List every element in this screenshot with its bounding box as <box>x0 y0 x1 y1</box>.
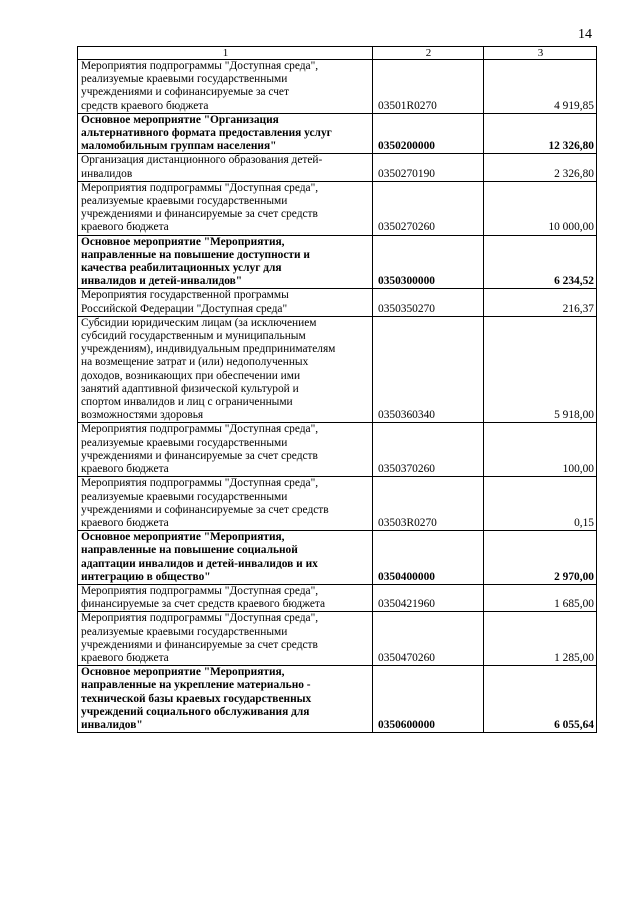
description-line: краевого бюджета <box>81 651 169 664</box>
description-line: Мероприятия подпрограммы "Доступная среда", <box>81 584 319 597</box>
description-line: реализуемые краевыми государственными <box>81 73 288 86</box>
code-cell <box>373 612 484 666</box>
code-text: 03501R0270 <box>378 99 437 112</box>
description-line: возможностями здоровья <box>81 409 204 422</box>
table-row <box>78 531 597 585</box>
code-cell <box>373 477 484 531</box>
amount-cell <box>484 316 597 423</box>
description-cell <box>78 423 373 477</box>
description-line: Основное мероприятие "Мероприятия, <box>81 531 285 544</box>
description-line: реализуемые краевыми государственными <box>81 436 288 449</box>
description-line: Субсидии юридическим лицам (за исключением <box>81 316 317 329</box>
amount-text: 216,37 <box>562 302 594 315</box>
description-line: реализуемые краевыми государственными <box>81 625 288 638</box>
description-line: занятий адаптивной физической культурой и <box>81 382 299 395</box>
description-cell <box>78 289 373 316</box>
code-cell <box>373 423 484 477</box>
table-row <box>78 477 597 531</box>
description-line: на возмещение затрат и (или) недополученных <box>81 356 309 369</box>
description-line: учреждениям), индивидуальным предпринимателям <box>81 343 336 356</box>
amount-text: 6 055,64 <box>554 718 594 731</box>
description-cell <box>78 60 373 114</box>
description-cell <box>78 531 373 585</box>
description-line: инвалидов и детей-инвалидов" <box>81 275 243 288</box>
amount-text: 12 326,80 <box>548 140 594 153</box>
code-text: 0350400000 <box>378 570 435 583</box>
code-cell <box>373 113 484 154</box>
description-cell <box>78 154 373 181</box>
table-row <box>78 60 597 114</box>
amount-text: 1 685,00 <box>554 598 594 611</box>
code-cell <box>373 181 484 235</box>
code-cell <box>373 289 484 316</box>
code-text: 0350350270 <box>378 302 435 315</box>
table-row <box>78 289 597 316</box>
amount-cell <box>484 154 597 181</box>
description-line: Мероприятия подпрограммы "Доступная среда", <box>81 477 319 490</box>
description-line: Организация дистанционного образования детей- <box>81 154 323 167</box>
description-line: Мероприятия подпрограммы "Доступная среда", <box>81 612 319 625</box>
code-text: 0350470260 <box>378 651 435 664</box>
description-line: направленные на повышение доступности и <box>81 248 310 261</box>
table-row <box>78 423 597 477</box>
amount-cell <box>484 531 597 585</box>
amount-text: 10 000,00 <box>548 221 594 234</box>
description-line: средств краевого бюджета <box>81 99 209 112</box>
description-line: доходов, возникающих при обеспечении ими <box>81 369 301 382</box>
code-text: 0350421960 <box>378 598 435 611</box>
amount-cell <box>484 612 597 666</box>
description-line: субсидий государственным и муниципальным <box>81 330 306 343</box>
amount-text: 5 918,00 <box>554 409 594 422</box>
description-line: учреждений социального обслуживания для <box>81 705 310 718</box>
code-text: 03503R0270 <box>378 516 437 529</box>
description-line: реализуемые краевыми государственными <box>81 490 288 503</box>
code-cell <box>373 60 484 114</box>
description-line: Мероприятия подпрограммы "Доступная среда", <box>81 423 319 436</box>
code-cell <box>373 666 484 733</box>
description-line: альтернативного формата предоставления услуг <box>81 127 332 140</box>
amount-text: 4 919,85 <box>554 99 594 112</box>
description-line: направленные на укрепление материально - <box>81 679 311 692</box>
description-line: Основное мероприятие "Организация <box>81 113 279 126</box>
description-line: учреждениями и софинансируемые за счет средств <box>81 503 329 516</box>
description-cell <box>78 113 373 154</box>
description-line: Основное мероприятие "Мероприятия, <box>81 666 285 679</box>
description-line: Основное мероприятие "Мероприятия, <box>81 235 285 248</box>
table-body <box>78 47 597 733</box>
description-line: адаптации инвалидов и детей-инвалидов и их <box>81 557 318 570</box>
amount-cell <box>484 235 597 289</box>
description-cell <box>78 612 373 666</box>
column-header-1: 1 <box>78 47 373 60</box>
description-line: инвалидов <box>81 167 133 180</box>
code-text: 0350200000 <box>378 140 435 153</box>
description-line: Российской Федерации "Доступная среда" <box>81 302 288 315</box>
code-cell <box>373 584 484 611</box>
code-text: 0350370260 <box>378 463 435 476</box>
description-line: технической базы краевых государственных <box>81 692 312 705</box>
page-number: 14 <box>578 27 592 42</box>
table-row <box>78 666 597 733</box>
description-line: краевого бюджета <box>81 221 169 234</box>
description-line: реализуемые краевыми государственными <box>81 195 288 208</box>
amount-cell <box>484 113 597 154</box>
code-cell <box>373 531 484 585</box>
code-text: 0350270260 <box>378 221 435 234</box>
description-line: маломобильным группам населения" <box>81 140 277 153</box>
description-line: Мероприятия подпрограммы "Доступная среда", <box>81 181 319 194</box>
amount-cell <box>484 60 597 114</box>
table-header-row <box>78 47 597 60</box>
table-row <box>78 181 597 235</box>
description-line: финансируемые за счет средств краевого бюджета <box>81 598 326 611</box>
table-row <box>78 113 597 154</box>
amount-text: 6 234,52 <box>554 275 594 288</box>
code-text: 0350270190 <box>378 167 435 180</box>
code-text: 0350300000 <box>378 275 435 288</box>
amount-cell <box>484 289 597 316</box>
description-line: учреждениями и софинансируемые за счет <box>81 86 289 99</box>
code-text: 0350600000 <box>378 718 435 731</box>
amount-text: 0,15 <box>574 516 594 529</box>
description-cell <box>78 477 373 531</box>
table-row <box>78 154 597 181</box>
description-line: краевого бюджета <box>81 463 169 476</box>
amount-text: 1 285,00 <box>554 651 594 664</box>
code-cell <box>373 235 484 289</box>
description-cell <box>78 181 373 235</box>
description-line: учреждениями и финансируемые за счет средств <box>81 208 318 221</box>
column-header-3: 3 <box>484 47 597 60</box>
code-cell <box>373 316 484 423</box>
amount-cell <box>484 477 597 531</box>
code-cell <box>373 154 484 181</box>
amount-cell <box>484 423 597 477</box>
amount-cell <box>484 584 597 611</box>
table-row <box>78 584 597 611</box>
description-line: спортом инвалидов и лиц с ограниченными <box>81 396 293 409</box>
table-row <box>78 612 597 666</box>
description-line: учреждениями и финансируемые за счет средств <box>81 638 318 651</box>
description-line: интеграцию в общество" <box>81 570 211 583</box>
description-line: Мероприятия подпрограммы "Доступная среда", <box>81 60 319 72</box>
description-cell <box>78 666 373 733</box>
description-line: краевого бюджета <box>81 516 169 529</box>
amount-cell <box>484 181 597 235</box>
amount-cell <box>484 666 597 733</box>
description-line: качества реабилитационных услуг для <box>81 262 282 275</box>
description-cell <box>78 316 373 423</box>
description-line: направленные на повышение социальной <box>81 544 298 557</box>
code-text: 0350360340 <box>378 409 435 422</box>
amount-text: 2 970,00 <box>554 570 594 583</box>
table-row <box>78 316 597 423</box>
description-cell <box>78 235 373 289</box>
description-line: инвалидов" <box>81 718 143 731</box>
description-cell <box>78 584 373 611</box>
budget-table <box>77 46 597 733</box>
amount-text: 100,00 <box>562 463 594 476</box>
amount-text: 2 326,80 <box>554 167 594 180</box>
description-line: учреждениями и финансируемые за счет средств <box>81 449 318 462</box>
table-row <box>78 235 597 289</box>
column-header-2: 2 <box>373 47 484 60</box>
description-line: Мероприятия государственной программы <box>81 289 289 302</box>
